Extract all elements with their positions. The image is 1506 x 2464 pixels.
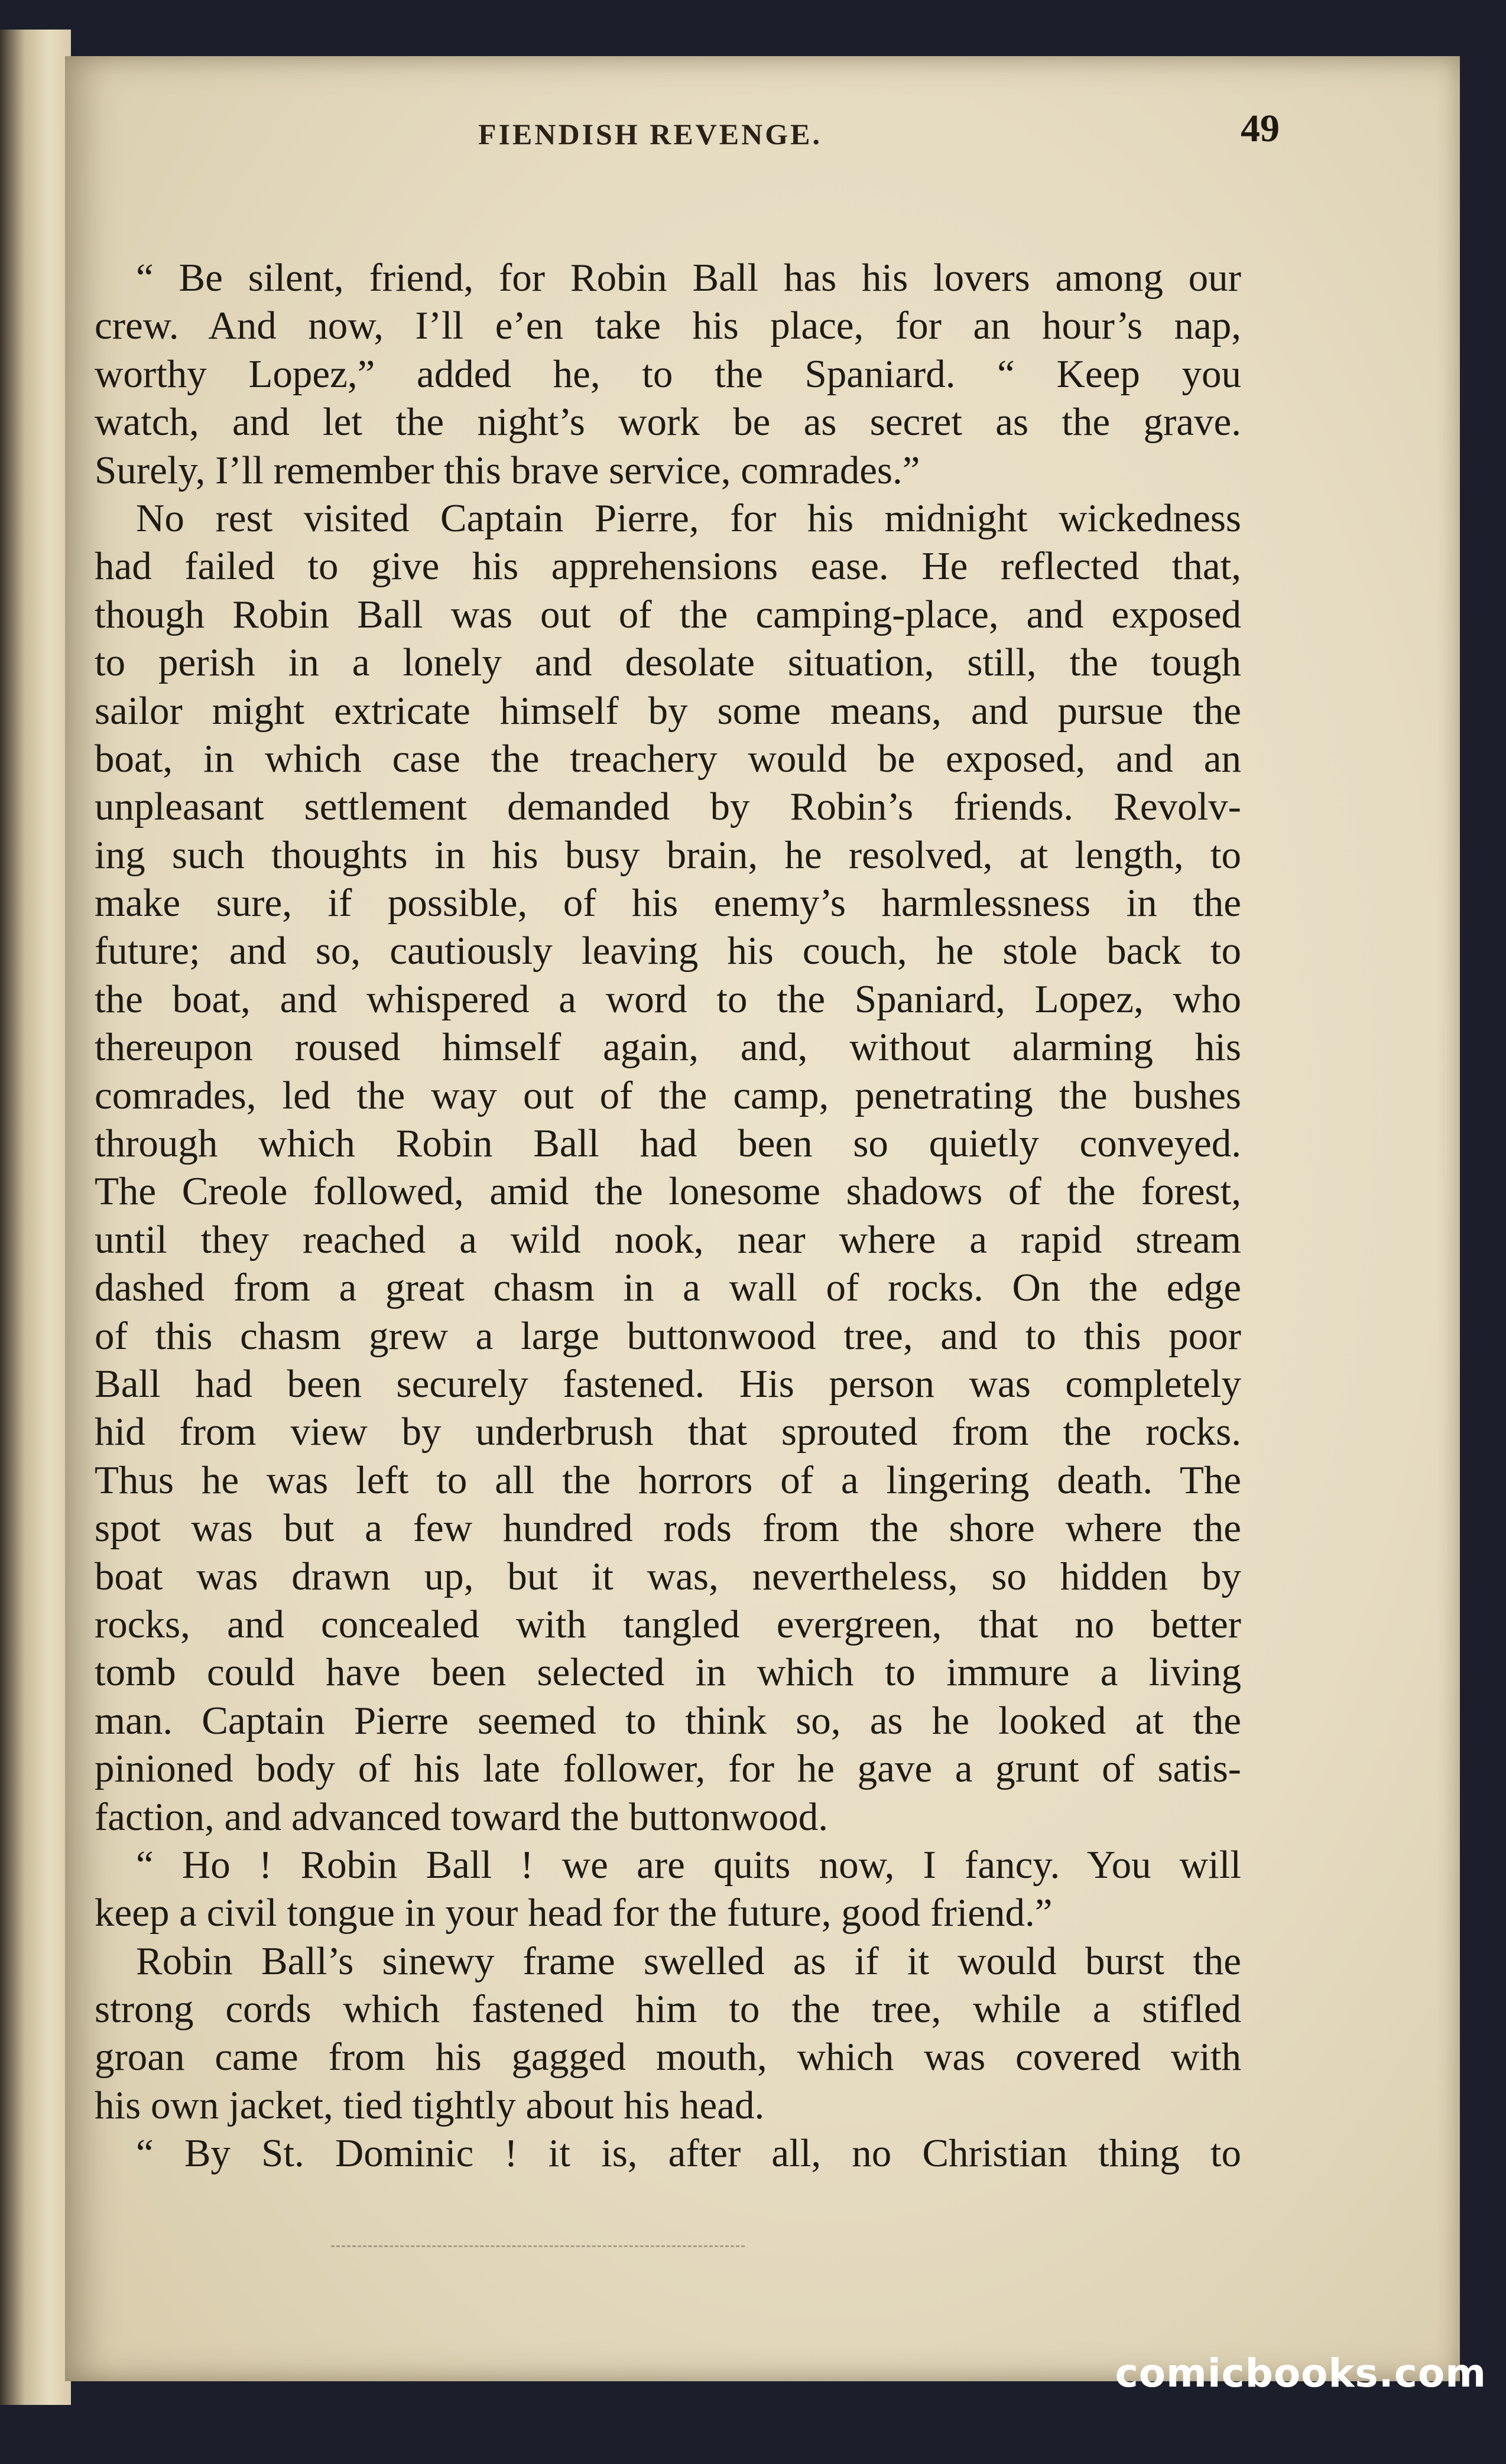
text-line: faction, and advanced toward the buttonwood.	[95, 1795, 828, 1839]
text-line: strong cords which fastened him to the tree, while a stifled	[95, 1987, 1241, 2031]
footer-rule	[331, 2245, 745, 2249]
text-line: The Creole followed, amid the lonesome shadows of the forest,	[95, 1169, 1241, 1214]
text-line: groan came from his gagged mouth, which was covered with	[95, 2035, 1241, 2079]
text-line: through which Robin Ball had been so quietly conveyed.	[95, 1122, 1241, 1166]
text-line: ing such thoughts in his busy brain, he resolved, at length, to	[95, 833, 1241, 877]
text-line: boat was drawn up, but it was, nevertheless, so hidden by	[95, 1554, 1241, 1598]
text-line: Robin Ball’s sinewy frame swelled as if it would burst the	[136, 1939, 1241, 1983]
text-line: tomb could have been selected in which to immure a living	[95, 1650, 1241, 1695]
text-line: “ Ho ! Robin Ball ! we are quits now, I fancy. You will	[136, 1842, 1241, 1887]
text-line: worthy Lopez,” added he, to the Spaniard. “ Keep you	[95, 352, 1241, 396]
text-line: the boat, and whispered a word to the Spaniard, Lopez, who	[95, 977, 1241, 1021]
watermark: comicbooks.com	[1115, 2351, 1486, 2396]
text-line: unpleasant settlement demanded by Robin’s friends. Revolv-	[95, 785, 1241, 829]
text-line: his own jacket, tied tightly about his head.	[95, 2083, 765, 2127]
text-line: Surely, I’ll remember this brave service, comrades.”	[95, 448, 920, 492]
text-line: watch, and let the night’s work be as secret as the grave.	[95, 400, 1241, 444]
text-line: “ Be silent, friend, for Robin Ball has his lovers among our	[136, 256, 1241, 300]
text-line: sailor might extricate himself by some means, and pursue the	[95, 688, 1241, 733]
page-number: 49	[1241, 107, 1280, 150]
text-line: No rest visited Captain Pierre, for his midnight wickedness	[136, 496, 1241, 540]
text-line: though Robin Ball was out of the camping-place, and exposed	[95, 592, 1241, 636]
text-line: comrades, led the way out of the camp, penetrating the bushes	[95, 1073, 1241, 1117]
text-line: rocks, and concealed with tangled evergreen, that no better	[95, 1602, 1241, 1646]
text-line: pinioned body of his late follower, for he gave a grunt of satis-	[95, 1747, 1241, 1791]
book-binding	[0, 30, 71, 2405]
text-line: future; and so, cautiously leaving his couch, he stole back to	[95, 929, 1241, 973]
text-line: to perish in a lonely and desolate situation, still, the tough	[95, 641, 1241, 685]
text-line: “ By St. Dominic ! it is, after all, no Christian thing to	[136, 2131, 1241, 2176]
text-line: Ball had been securely fastened. His person was completely	[95, 1361, 1241, 1406]
text-line: dashed from a great chasm in a wall of rocks. On the edge	[95, 1266, 1241, 1310]
text-line: man. Captain Pierre seemed to think so, as he looked at the	[95, 1698, 1241, 1743]
text-line: crew. And now, I’ll e’en take his place, for an hour’s nap,	[95, 304, 1241, 348]
text-line: Thus he was left to all the horrors of a lingering death. The	[95, 1458, 1241, 1502]
body-text	[95, 254, 1241, 2178]
text-line: until they reached a wild nook, near where a rapid stream	[95, 1217, 1241, 1262]
text-line: make sure, if possible, of his enemy’s harmlessness in the	[95, 881, 1241, 925]
text-line: boat, in which case the treachery would be exposed, and an	[95, 736, 1241, 781]
text-line: thereupon roused himself again, and, without alarming his	[95, 1025, 1241, 1070]
text-line: hid from view by underbrush that sprouted from the rocks.	[95, 1410, 1241, 1454]
text-line: of this chasm grew a large buttonwood tree, and to this poor	[95, 1314, 1241, 1358]
text-line: had failed to give his apprehensions ease. He reflected that,	[95, 544, 1241, 589]
text-line: keep a civil tongue in your head for the future, good friend.”	[95, 1891, 1053, 1935]
text-line: spot was but a few hundred rods from the shore where the	[95, 1506, 1241, 1550]
running-head: FIENDISH REVENGE.	[478, 118, 822, 151]
